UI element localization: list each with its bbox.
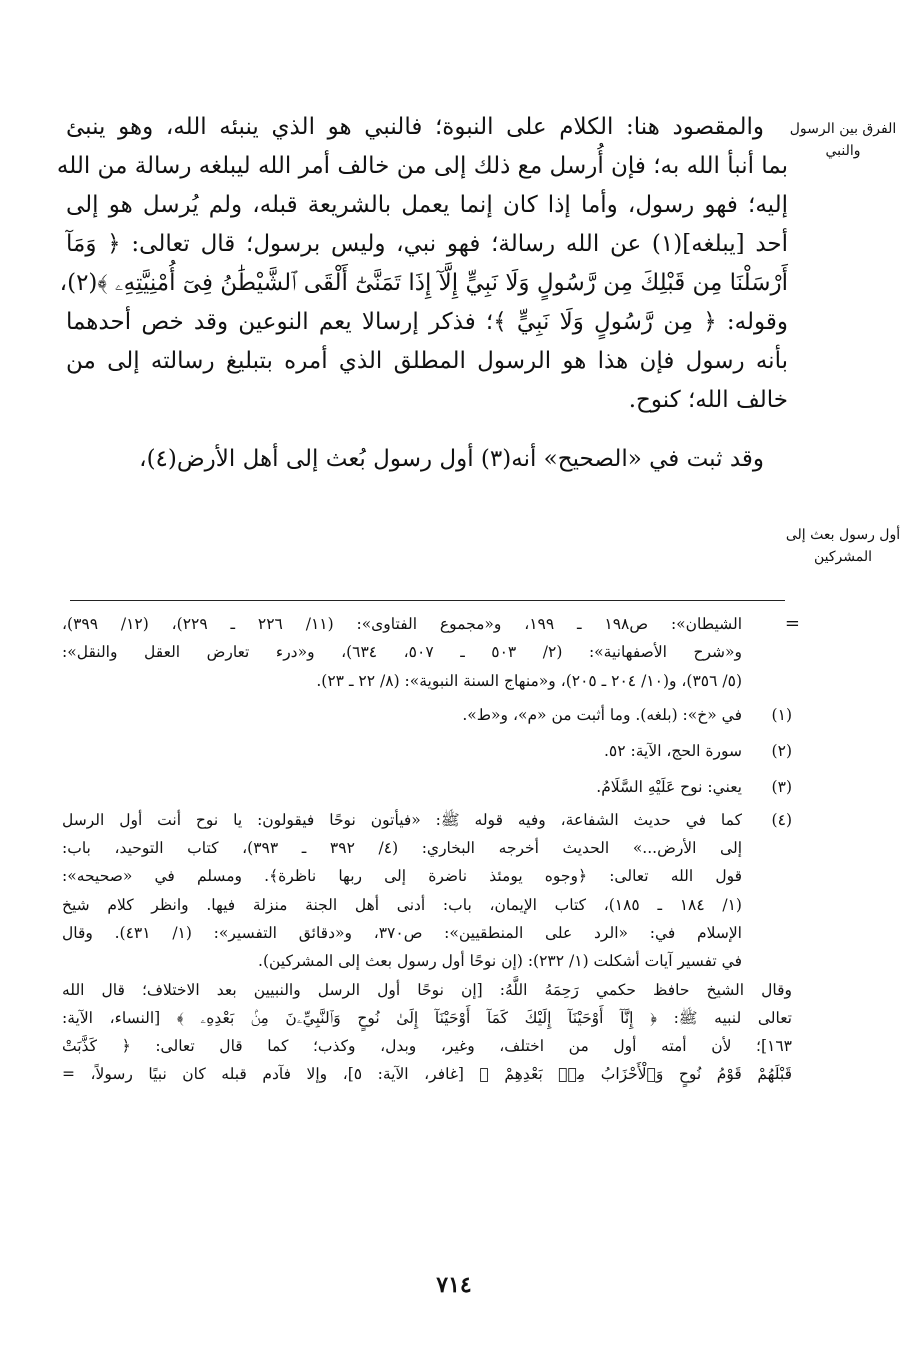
- footnote-hakami: [62, 976, 792, 1089]
- main-text-line: أَرْسَلْنَا مِن قَبْلِكَ مِن رَّسُولٍ وَلَا نَبِيٍّ إِلَّآ إِذَا تَمَنَّىٰٓ أَلْقَى ٱلشَّيْطَٰنُ فِىٓ أُمْنِيَّتِهِۦ ﴾(٢)،: [59, 270, 788, 296]
- main-text-line: وقد ثبت في «الصحيح» أنه(٣) أول رسول بُعث إلى أهل الأرض(٤)،: [139, 446, 764, 472]
- main-text-line: بأنه رسول فإن هذا هو الرسول المطلق الذي أمره بتبليغ رسالته إلى من: [66, 348, 788, 374]
- main-text-line: بما أنبأ الله به؛ فإن أُرسل مع ذلك إلى من خالف أمر الله ليبلغه رسالة من الله: [56, 153, 788, 179]
- footnote-1: [62, 701, 792, 729]
- main-text: [56, 108, 788, 479]
- main-text-line: أحد [يبلغه](١) عن الله رسالة؛ فهو نبي، وليس برسول؛ قال تعالى: ﴿ وَمَآ: [66, 231, 788, 257]
- margin-note-rasul-nabi: الفرق بين الرسول والنبي: [789, 121, 897, 159]
- main-text-line: إليه؛ فهو رسول، وأما إذا كان إنما يعمل بالشريعة قبله، ولم يُرسل هو إلى: [66, 192, 788, 218]
- main-text-line: خالف الله؛ كنوح.: [628, 387, 788, 413]
- footnote-line: سورة الحج، الآية: ٥٢.: [603, 742, 742, 761]
- footnote-line: (٥/ ٣٥٦)، و(١٠/ ٢٠٤ ـ ٢٠٥)، و«منهاج السنة النبوية»: (٨/ ٢٢ ـ ٢٣).: [316, 671, 742, 690]
- footnote-line: (١/ ١٨٤ ـ ١٨٥)، كتاب الإيمان، باب: أدنى أهل الجنة منزلة فيها. وانظر كلام شيخ: [62, 895, 742, 914]
- footnote-line: كما في حديث الشفاعة، وفيه قوله ﷺ: «فيأتون نوحًا فيقولون: يا نوح أنت أول الرسل: [62, 810, 742, 829]
- footnote-4: [62, 806, 792, 976]
- footnote-2: [62, 737, 792, 765]
- footnote-line: قول الله تعالى: ﴿وجوه يومئذ ناضرة إلى ربها ناظرة﴾. ومسلم في «صحيحه»:: [62, 867, 742, 886]
- page-number: ٧١٤: [436, 1272, 472, 1298]
- footnote-line: إلى الأرض...» الحديث أخرجه البخاري: (٤/ ٣٩٢ ـ ٣٩٣)، كتاب التوحيد، باب:: [62, 839, 742, 858]
- footnotes: [62, 610, 800, 1089]
- footnote-separator: [70, 600, 785, 601]
- footnote-number: (٣): [771, 778, 792, 797]
- footnote-line: تعالى لنبيه ﷺ: ﴿ إِنَّآ أَوْحَيْنَآ إِلَيْكَ كَمَآ أَوْحَيْنَآ إِلَىٰ نُوحٍ وَٱلنَّبِيِّۦنَ مِنۢ بَعْدِهِۦ ﴾ [النساء، الآية:: [62, 1008, 792, 1027]
- main-text-line: والمقصود هنا: الكلام على النبوة؛ فالنبي هو الذي ينبئه الله، وهو ينبئ: [66, 114, 764, 140]
- continuation-mark: =: [784, 613, 800, 634]
- main-text-line: وقوله: ﴿ مِن رَّسُولٍ وَلَا نَبِيٍّ ﴾؛ فذكر إرسالا يعم النوعين وقد خص أحدهما: [66, 309, 788, 335]
- footnote-line: يعني: نوح عَلَيْهِ السَّلَامُ.: [596, 778, 742, 797]
- footnote-line: ١٦٣]؛ لأن أمته أول من اختلف، وغير، وبدل، وكذب؛ كما قال تعالى: ﴿ كَذَّبَتْ: [62, 1037, 792, 1056]
- footnote-line: و«شرح الأصفهانية»: (٢/ ٥٠٣ ـ ٥٠٧، ٦٣٤)، و«درء تعارض العقل والنقل»:: [62, 643, 743, 662]
- footnote-line: قَبْلَهُمْ قَوْمُ نُوحٍ وَٱلْأَحْزَابُ مِنۢ بَعْدِهِمْ ﴾ [غافر، الآية: ٥]، وإلا فآدم قبله كان نبيًا رسولاً، =: [62, 1065, 792, 1084]
- footnote-line: في «خ»: (بلغه). وما أثبت من «م»، و«ط».: [462, 705, 742, 724]
- footnote-number: (٤): [771, 810, 792, 829]
- footnote-line: الشيطان»: ص١٩٨ ـ ١٩٩، و«مجموع الفتاوى»: (١١/ ٢٢٦ ـ ٢٢٩)، (١٢/ ٣٩٩)،: [62, 615, 743, 633]
- footnote-line: الإسلام في: «الرد على المنطقيين»: ص٣٧٠، و«دقائق التفسير»: (١/ ٤٣١). وقال: [62, 923, 742, 942]
- footnote-3: [62, 773, 792, 801]
- footnote-continuation: [62, 610, 800, 695]
- footnote-number: (٢): [771, 742, 792, 761]
- margin-note-first-messenger: أول رسول بعث إلى المشركين: [785, 527, 901, 565]
- footnote-line: في تفسير آيات أشكلت (١/ ٢٣٢): (إن نوحًا أول رسول بعث إلى المشركين).: [258, 952, 742, 971]
- footnote-line: وقال الشيخ حافظ حكمي رَحِمَهُ اللَّهُ: [إن نوحًا أول الرسل والنبيين بعد الاختلاف؛ قال الله: [62, 980, 792, 999]
- footnote-number: (١): [771, 705, 792, 724]
